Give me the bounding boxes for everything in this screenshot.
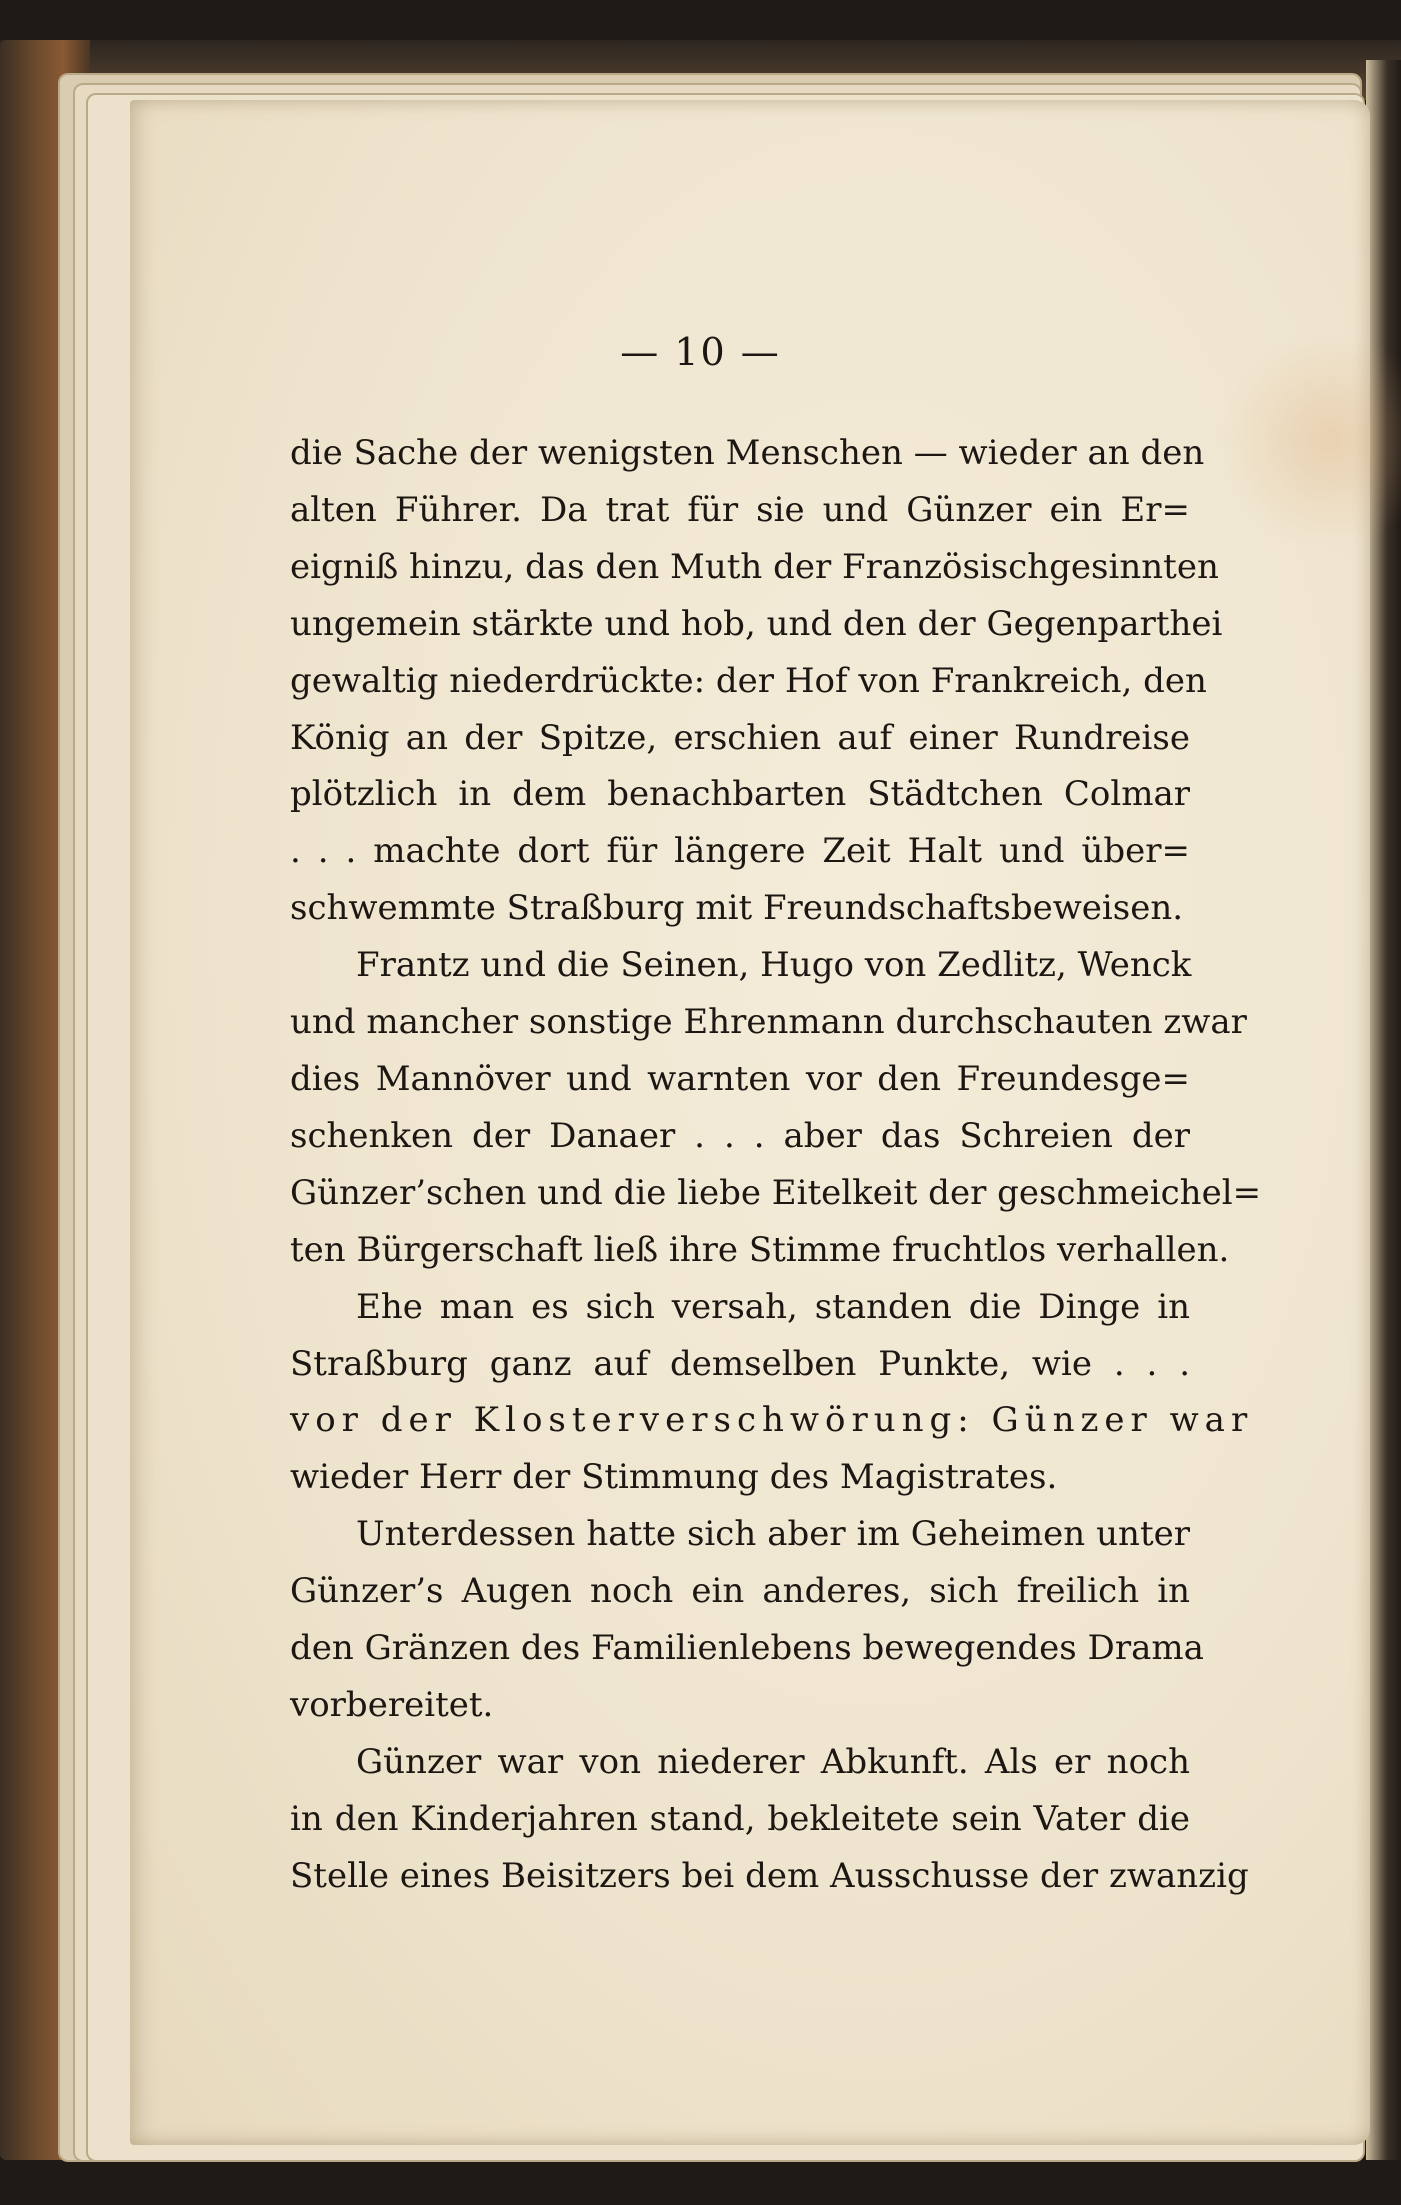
text-line: eigniß hinzu, das den Muth der Französischgesinnten [290,546,1219,587]
text-line: dies Mannöver und warnten vor den Freundesge= [290,1058,1190,1099]
text-line: alten Führer. Da trat für sie und Günzer ein Er= [290,489,1190,530]
text-line: Ehe man es sich versah, standen die Dinge in [356,1286,1190,1327]
text-line: plötzlich in dem benachbarten Städtchen Colmar [290,774,1190,815]
text-line: Günzer’s Augen noch ein anderes, sich freilich in [290,1571,1190,1612]
text-line: und mancher sonstige Ehrenmann durchschauten zwar [290,1002,1247,1043]
text-line: gewaltig niederdrückte: der Hof von Frankreich, den [290,660,1207,701]
text-line: Stelle eines Beisitzers bei dem Ausschusse der zwanzig [290,1855,1249,1896]
text-line: . . . machte dort für längere Zeit Halt und über= [290,831,1190,872]
text-line: wieder Herr der Stimmung des Magistrates. [290,1457,1058,1498]
text-line: schenken der Danaer . . . aber das Schreien der [290,1115,1190,1156]
text-line: in den Kinderjahren stand, bekleitete sein Vater die [290,1798,1190,1839]
body-text [290,425,1262,1905]
text-line: vorbereitet. [290,1684,494,1725]
text-line: Unterdessen hatte sich aber im Geheimen unter [356,1514,1190,1555]
text-line: Frantz und die Seinen, Hugo von Zedlitz, Wenck [356,945,1192,986]
text-line: vor der Klosterverschwörung: Günzer war [290,1400,1254,1441]
text-line: ten Bürgerschaft ließ ihre Stimme fruchtlos verhallen. [290,1229,1230,1270]
text-line: ungemein stärkte und hob, und den der Gegenparthei [290,603,1223,644]
text-line: die Sache der wenigsten Menschen — wieder an den [290,433,1205,473]
text-line: Günzer war von niederer Abkunft. Als er noch [356,1741,1190,1782]
text-line: Günzer’schen und die liebe Eitelkeit der geschmeichel= [290,1172,1262,1213]
text-line: Straßburg ganz auf demselben Punkte, wie . . . [290,1343,1190,1384]
text-line: den Gränzen des Familienlebens bewegendes Drama [290,1628,1204,1669]
text-line: König an der Spitze, erschien auf einer Rundreise [290,717,1190,758]
text-line: schwemmte Straßburg mit Freundschaftsbeweisen. [290,888,1184,929]
page-number: — 10 — [620,330,781,374]
